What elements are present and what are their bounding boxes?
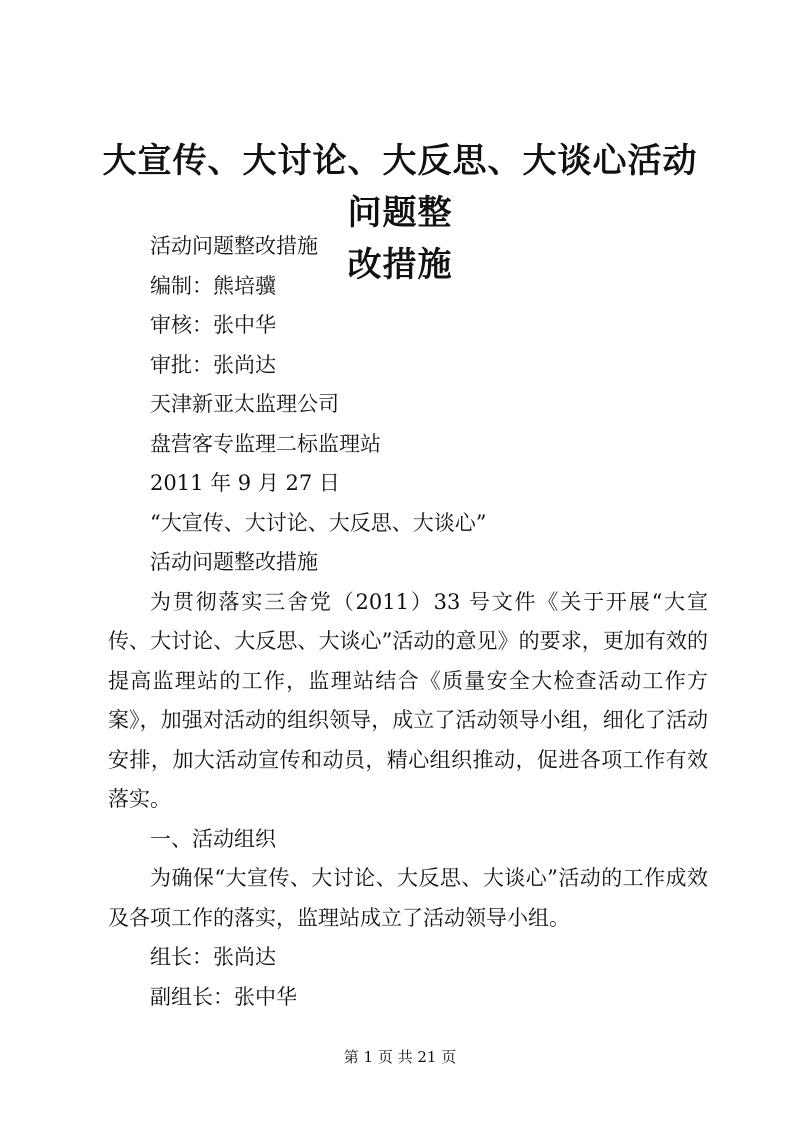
page-number-footer: 第 1 页 共 21 页 <box>343 1048 457 1066</box>
title-line-2: 改措施 <box>347 245 453 285</box>
header-line: 审批：张尚达 <box>150 352 276 377</box>
title-line-1: 大宣传、大讨论、大反思、大谈心活动问题整 <box>102 141 698 233</box>
paragraph-intro: 为贯彻落实三舍党（2011）33 号文件《关于开展“大宣传、大讨论、大反思、大谈心”活动的意见》的要求，更加有效的提高监理站的工作，监理站结合《质量安全大检查活动工作方案》，加强对活动的组织领导，成立了活动领导小组，细化了活动安排，加大活动宣传和动员，精心组织推动，促进各项工作有效落实。 <box>108 589 708 811</box>
paragraph-organization: 为确保“大宣传、大讨论、大反思、大谈心”活动的工作成效及各项工作的落实，监理站成立了活动领导小组。 <box>108 866 708 930</box>
deputy-leader-line: 副组长：张中华 <box>150 984 297 1009</box>
header-line: 2011 年 9 月 27 日 <box>150 471 340 495</box>
document-body <box>108 227 708 1017</box>
header-line: 活动问题整改措施 <box>150 234 318 258</box>
header-line: 审核：张中华 <box>150 313 276 337</box>
header-line: 盘营客专监理二标监理站 <box>150 431 381 456</box>
section-heading: 一、活动组织 <box>150 826 276 851</box>
header-line: “大宣传、大讨论、大反思、大谈心” <box>150 510 487 535</box>
header-line: 编制：熊培骥 <box>150 273 276 298</box>
leader-line: 组长：张尚达 <box>150 945 276 969</box>
header-line: 活动问题整改措施 <box>150 550 318 574</box>
header-line: 天津新亚太监理公司 <box>150 392 339 416</box>
